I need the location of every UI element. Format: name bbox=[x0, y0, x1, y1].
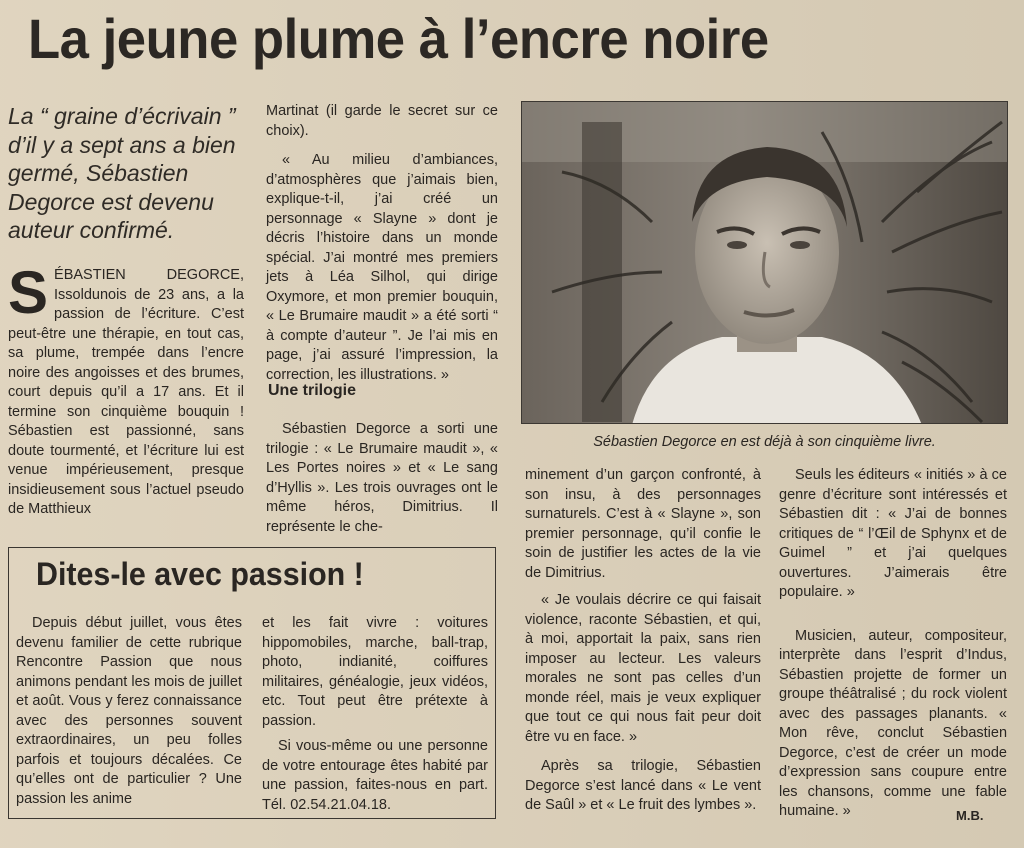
passion-examples: et les fait vivre : voitures hippomobiles, marche, ball-trap, photo, indianité, coiffures militaires, généalogie, jeux vidéos, etc. Tout peut être prétexte à passion. bbox=[262, 615, 488, 729]
passion-box-col-1: Depuis début juillet, vous êtes devenu familier de cette rubrique Rencontre Passion que nous animons pendant les mois de juillet et août. Vous y ferez connaissance avec des personnes souvent extraordinaires, un peu folles parfois et toujours décalées. Ce qu’elles ont de particulier ? Une passion les anime bbox=[16, 615, 242, 807]
dream-quote-end: c’est de créer un mode d’expression sans coupure entre les chansons, comme une fable humaine. » bbox=[779, 744, 1007, 819]
passion-box-title: Dites-le avec passion ! bbox=[36, 556, 364, 592]
quote-paragraph: « Au milieu d’ambiances, d’atmosphères que j’aimais bien, explique-t-il, j’ai créé un personnage « Slayne » dont je décris l’histoire dans un monde spécial. J’ai montré mes premiers jets à Léa Silhol, qui dirige Oxymore, et mon premier bouquin, « Le Brumaire maudit » a été sorti “ à compte d’auteur ”. Je l’ai mis en page, j’ai assuré l’impression, la correction, les illustrations. » bbox=[266, 152, 498, 383]
drop-cap: S bbox=[8, 259, 49, 326]
column-2 bbox=[266, 102, 498, 385]
column-1-text: ÉBASTIEN DEGORCE, Issoldunois de 23 ans, a la passion de l’écriture. C’est peut-être une thérapie, en tout cas, sa plume, trempée dans l’encre noire des angoisses et des brumes, court depuis qu’il a 17 ans. Et il termine son cinquième bouquin ! Sébastien est passionné, sans doute tourmenté, et l’écriture lui est venue impérieusement, presque insidieusement sous l’actuel pseudo de Matthieux bbox=[8, 267, 244, 517]
photo-caption: Sébastien Degorce en est déjà à son cinquième livre. bbox=[593, 434, 936, 450]
portrait-image bbox=[522, 102, 1008, 424]
lead-text: La “ graine d’écrivain ” d’il y a sept ans a bien germé, Sébastien Degorce est devenu auteur confirmé. bbox=[8, 103, 236, 243]
editors-quote: « J’ai de bonnes critiques de “ l’Œil de Sphynx et de Guimel ” et j’ai quelques ouvertures. J’aimerais être populaire. » bbox=[779, 506, 1007, 600]
column-2-trilogy: Sébastien Degorce a sorti une trilogie : « Le Brumaire maudit », « Les Portes noires » et « Le sang d’Hyllis ». Les trois ouvrages ont le même héros, Dimitrius. Il représente le che- bbox=[266, 421, 498, 535]
dream-attribution: conclut Sébastien Degorce, bbox=[779, 725, 1008, 761]
musician-paragraph bbox=[779, 627, 1007, 822]
passion-contact: Si vous-même ou une personne de votre entourage êtes habité par une passion, faites-nous en part. Tél. 02.54.21.04.18. bbox=[262, 738, 488, 813]
column-1 bbox=[8, 259, 244, 520]
column-3-closing: Après sa trilogie, Sébastien Degorce s’est lancé dans « Le vent de Saûl » et « Le fruit des lymbes ». bbox=[525, 758, 761, 813]
dream-quote-start: « Mon rêve, bbox=[779, 705, 1007, 741]
passion-box-col-2 bbox=[262, 614, 488, 815]
subhead-trilogie: Une trilogie bbox=[268, 382, 357, 399]
column-4 bbox=[779, 466, 1007, 822]
editors-paragraph bbox=[779, 466, 1007, 603]
editors-text: Seuls les éditeurs « initiés » à ce genre d’écriture sont intéressés et Sébastien dit : bbox=[779, 467, 1007, 522]
author-signature: M.B. bbox=[956, 808, 984, 823]
headline: La jeune plume à l’encre noire bbox=[28, 7, 769, 70]
musician-text: Musicien, auteur, compositeur, interprète dans l’esprit d’Indus, Sébastien projette de former un groupe théâtralisé ; du rock violent avec des passages planants. bbox=[779, 627, 1007, 722]
column-3-intro: minement d’un garçon confronté, à son insu, à des personnages surnaturels. C’est à « Slayne », son premier personnage, qu’il confie le soin de justifier les actes de la vie de Dimitrius. bbox=[525, 467, 761, 581]
quote-violence: « Je voulais décrire ce qui faisait violence, raconte Sébastien, et qui, à moi, apportait la paix, sans rien imposer au lecteur. Les valeurs morales ne sont pas celles d’un monde réel, mais je veux expliquer que tout ce qui nous fait peur doit être vu en face. » bbox=[525, 592, 761, 745]
author-photo bbox=[521, 101, 1008, 424]
column-2-intro: Martinat (il garde le secret sur ce choix). bbox=[266, 103, 498, 139]
column-3 bbox=[525, 466, 761, 816]
